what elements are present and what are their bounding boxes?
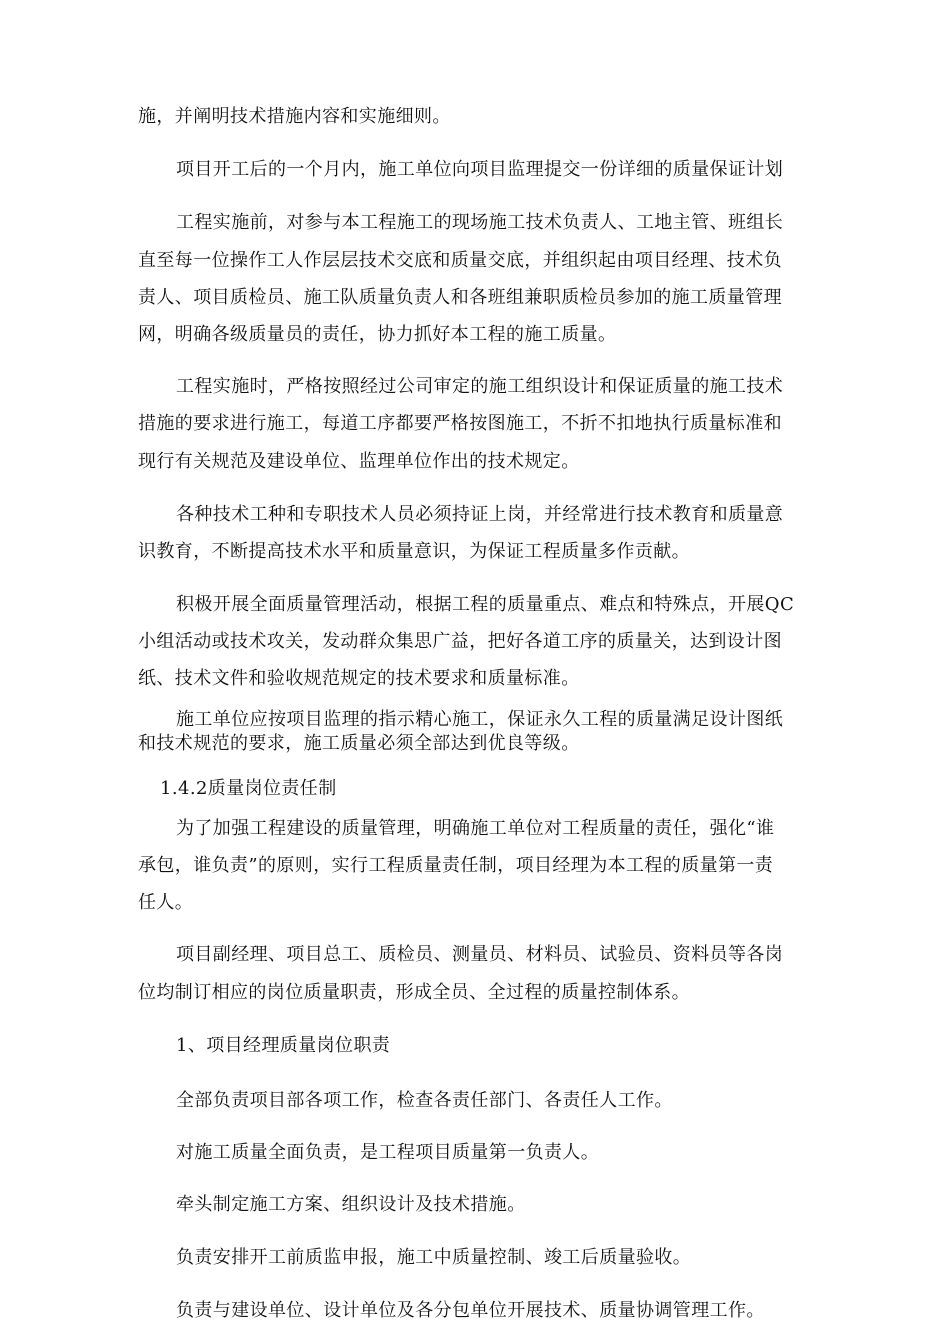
paragraph-line: 纸、技术文件和验收规范规定的技术要求和质量标准。 [138,668,580,689]
paragraph-line: 小组活动或技术攻关，发动群众集思广益，把好各道工序的质量关，达到设计图 [138,631,782,652]
paragraph-line: 位均制订相应的岗位质量职责，形成全员、全过程的质量控制体系。 [138,982,690,1003]
paragraph-line: 对施工质量全面负责，是工程项目质量第一负责人。 [176,1142,600,1163]
paragraph-line: 责人、项目质检员、施工队质量负责人和各班组兼职质检员参加的施工质量管理 [138,287,782,308]
paragraph-line: 负责安排开工前质监申报，施工中质量控制、竣工后质量验收。 [176,1247,692,1268]
paragraph-line: 现行有关规范及建设单位、监理单位作出的技术规定。 [138,451,580,472]
paragraph-line: 施，并阐明技术措施内容和实施细则。 [138,106,451,127]
paragraph-line: 负责与建设单位、设计单位及各分包单位开展技术、质量协调管理工作。 [176,1300,765,1321]
paragraph-line: 措施的要求进行施工，每道工序都要严格按图施工，不折不扣地执行质量标准和 [138,413,782,434]
paragraph-line: 网，明确各级质量员的责任，协力抓好本工程的施工质量。 [138,324,617,345]
paragraph-line: 施工单位应按项目监理的指示精心施工，保证永久工程的质量满足设计图纸 [176,709,784,730]
paragraph-line: 全部负责项目部各项工作，检查各责任部门、各责任人工作。 [176,1090,673,1111]
paragraph-line: 承包，谁负责”的原则，实行工程质量责任制，项目经理为本工程的质量第一责 [138,855,774,876]
paragraph-line: 各种技术工种和专职技术人员必须持证上岗，并经常进行技术教育和质量意 [176,504,784,525]
paragraph-line: 积极开展全面质量管理活动，根据工程的质量重点、难点和特殊点，开展QC [176,594,795,615]
paragraph-line: 任人。 [138,892,194,913]
paragraph-line: 工程实施前，对参与本工程施工的现场施工技术负责人、工地主管、班组长 [176,212,784,233]
subsection-heading: 1、项目经理质量岗位职责 [176,1035,391,1056]
paragraph-line: 项目副经理、项目总工、质检员、测量员、材料员、试验员、资料员等各岗 [176,944,784,965]
paragraph-line: 项目开工后的一个月内，施工单位向项目监理提交一份详细的质量保证计划 [176,159,784,180]
section-heading: 1.4.2质量岗位责任制 [160,778,337,799]
paragraph-line: 工程实施时，严格按照经过公司审定的施工组织设计和保证质量的施工技术 [176,376,784,397]
paragraph-line: 为了加强工程建设的质量管理，明确施工单位对工程质量的责任，强化“谁 [176,818,775,839]
paragraph-line: 和技术规范的要求，施工质量必须全部达到优良等级。 [138,733,580,754]
paragraph-line: 牵头制定施工方案、组织设计及技术措施。 [176,1194,526,1215]
paragraph-line: 识教育，不断提高技术水平和质量意识，为保证工程质量多作贡献。 [138,541,690,562]
paragraph-line: 直至每一位操作工人作层层技术交底和质量交底，并组织起由项目经理、技术负 [138,250,782,271]
